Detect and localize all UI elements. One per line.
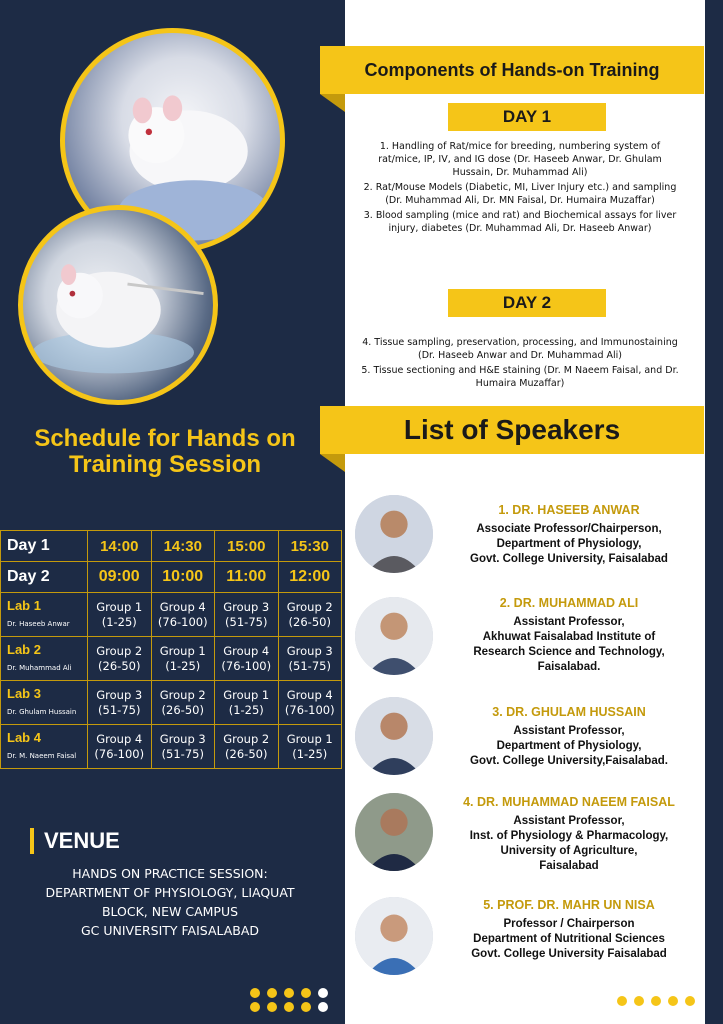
speaker-1: [438, 503, 700, 567]
components-banner: Components of Hands-on Training: [320, 46, 704, 94]
speaker-4: [438, 795, 700, 874]
speaker-name: 2. DR. MUHAMMAD ALI: [499, 596, 639, 610]
group-cell: Group 3 (51-75): [88, 681, 152, 725]
day1-label: Day 1: [1, 531, 88, 562]
lab-doctor: Dr. Haseeb Anwar: [7, 619, 70, 628]
speaker-photo: [355, 697, 433, 775]
speaker-role: Assistant Professor, Akhuwat Faisalabad Institute of Research Science and Technology, Faisalabad.: [473, 616, 665, 673]
group-cell: Group 2 (26-50): [88, 637, 152, 681]
day2-time: 12:00: [278, 562, 342, 593]
day2-item: 5. Tissue sectioning and H&E staining (Dr. M Naeem Faisal, and Dr. Humaira Muzaffar): [361, 365, 679, 389]
rat-in-dish-photo: [18, 205, 218, 405]
day1-row: [1, 531, 342, 562]
day2-time: 09:00: [88, 562, 152, 593]
speaker-role: Assistant Professor, Inst. of Physiology & Pharmacology, University of Agriculture, Faisalabad: [469, 815, 669, 872]
lab-doctor: Dr. Muhammad Ali: [7, 663, 72, 672]
speaker-photo: [355, 793, 433, 871]
speaker-2: [438, 596, 700, 675]
day1-time: 14:30: [151, 531, 215, 562]
speaker-name: 4. DR. MUHAMMAD NAEEM FAISAL: [463, 795, 675, 809]
speaker-5: [438, 898, 700, 962]
schedule-table: [0, 530, 342, 769]
speaker-name: 5. PROF. DR. MAHR UN NISA: [483, 898, 655, 912]
day2-time: 10:00: [151, 562, 215, 593]
day2-banner: DAY 2: [448, 289, 606, 317]
lab2-row: [1, 637, 342, 681]
lab-header: [1, 725, 88, 769]
venue-line: BLOCK, NEW CAMPUS: [101, 904, 239, 919]
day1-item: 1. Handling of Rat/mice for breeding, numbering system of rat/mice, IP, IV, and IG dose (Dr. Haseeb Anwar, Dr. Ghulam Hussain, Dr. Muhammad Ali): [378, 141, 662, 178]
group-cell: Group 1 (1-25): [151, 637, 215, 681]
schedule-title-line1: Schedule for Hands on: [34, 425, 296, 452]
day1-time: 14:00: [88, 531, 152, 562]
group-cell: Group 3 (51-75): [278, 637, 342, 681]
group-cell: Group 2 (26-50): [215, 725, 279, 769]
group-cell: Group 2 (26-50): [151, 681, 215, 725]
day1-item: 3. Blood sampling (mice and rat) and Biochemical assays for liver injury, diabetes (Dr. Muhammad Ali, Dr. Haseeb Anwar): [363, 210, 677, 234]
right-edge-strip: [705, 0, 723, 1024]
speaker-3: [438, 705, 700, 769]
day2-label: Day 2: [1, 562, 88, 593]
lab-doctor: Dr. M. Naeem Faisal: [7, 751, 77, 760]
lab-name: Lab 4: [7, 729, 41, 745]
schedule-title-line2: Training Session: [68, 451, 262, 478]
lab-header: [1, 681, 88, 725]
speaker-role: Associate Professor/Chairperson, Department of Physiology, Govt. College University, Faisalabad: [470, 523, 668, 565]
decorative-dots-right: [617, 996, 695, 1006]
speaker-role: Assistant Professor, Department of Physiology, Govt. College University,Faisalabad.: [470, 725, 668, 767]
day1-item: 2. Rat/Mouse Models (Diabetic, MI, Liver Injury etc.) and sampling (Dr. Muhammad Ali, Dr. MN Faisal, Dr. Humaira Muzaffar): [363, 182, 677, 206]
group-cell: Group 4 (76-100): [278, 681, 342, 725]
group-cell: Group 4 (76-100): [88, 725, 152, 769]
schedule-title: [10, 426, 320, 478]
day2-items: [360, 336, 680, 392]
venue-line: GC UNIVERSITY FAISALABAD: [80, 923, 260, 938]
day1-banner: DAY 1: [448, 103, 606, 131]
day2-row: [1, 562, 342, 593]
venue-address: [10, 864, 330, 940]
group-cell: Group 4 (76-100): [151, 593, 215, 637]
lab1-row: [1, 593, 342, 637]
lab4-row: [1, 725, 342, 769]
decorative-dots-left: [250, 988, 328, 1012]
speakers-banner: List of Speakers: [320, 406, 704, 454]
lab-header: [1, 593, 88, 637]
lab3-row: [1, 681, 342, 725]
lab-name: Lab 3: [7, 685, 41, 701]
group-cell: Group 1 (1-25): [278, 725, 342, 769]
lab-doctor: Dr. Ghulam Hussain: [7, 707, 77, 716]
speaker-photo: [355, 597, 433, 675]
group-cell: Group 3 (51-75): [215, 593, 279, 637]
lab-name: Lab 2: [7, 641, 41, 657]
speaker-name: 3. DR. GHULAM HUSSAIN: [492, 705, 646, 719]
venue-line: HANDS ON PRACTICE SESSION:: [72, 866, 268, 881]
speaker-role: Professor / Chairperson Department of Nutritional Sciences Govt. College University Faisalabad: [471, 918, 667, 960]
lab-name: Lab 1: [7, 597, 41, 613]
speaker-photo: [355, 897, 433, 975]
group-cell: Group 1 (1-25): [88, 593, 152, 637]
speaker-photo: [355, 495, 433, 573]
day2-item: 4. Tissue sampling, preservation, processing, and Immunostaining (Dr. Haseeb Anwar and Dr. Muhammad Ali): [362, 337, 678, 361]
speaker-name: 1. DR. HASEEB ANWAR: [498, 503, 640, 517]
day2-time: 11:00: [215, 562, 279, 593]
day1-time: 15:00: [215, 531, 279, 562]
group-cell: Group 3 (51-75): [151, 725, 215, 769]
lab-header: [1, 637, 88, 681]
venue-line: DEPARTMENT OF PHYSIOLOGY, LIAQUAT: [45, 885, 295, 900]
day1-time: 15:30: [278, 531, 342, 562]
group-cell: Group 2 (26-50): [278, 593, 342, 637]
group-cell: Group 1 (1-25): [215, 681, 279, 725]
venue-title: VENUE: [30, 828, 120, 854]
group-cell: Group 4 (76-100): [215, 637, 279, 681]
day1-items: [360, 140, 680, 237]
